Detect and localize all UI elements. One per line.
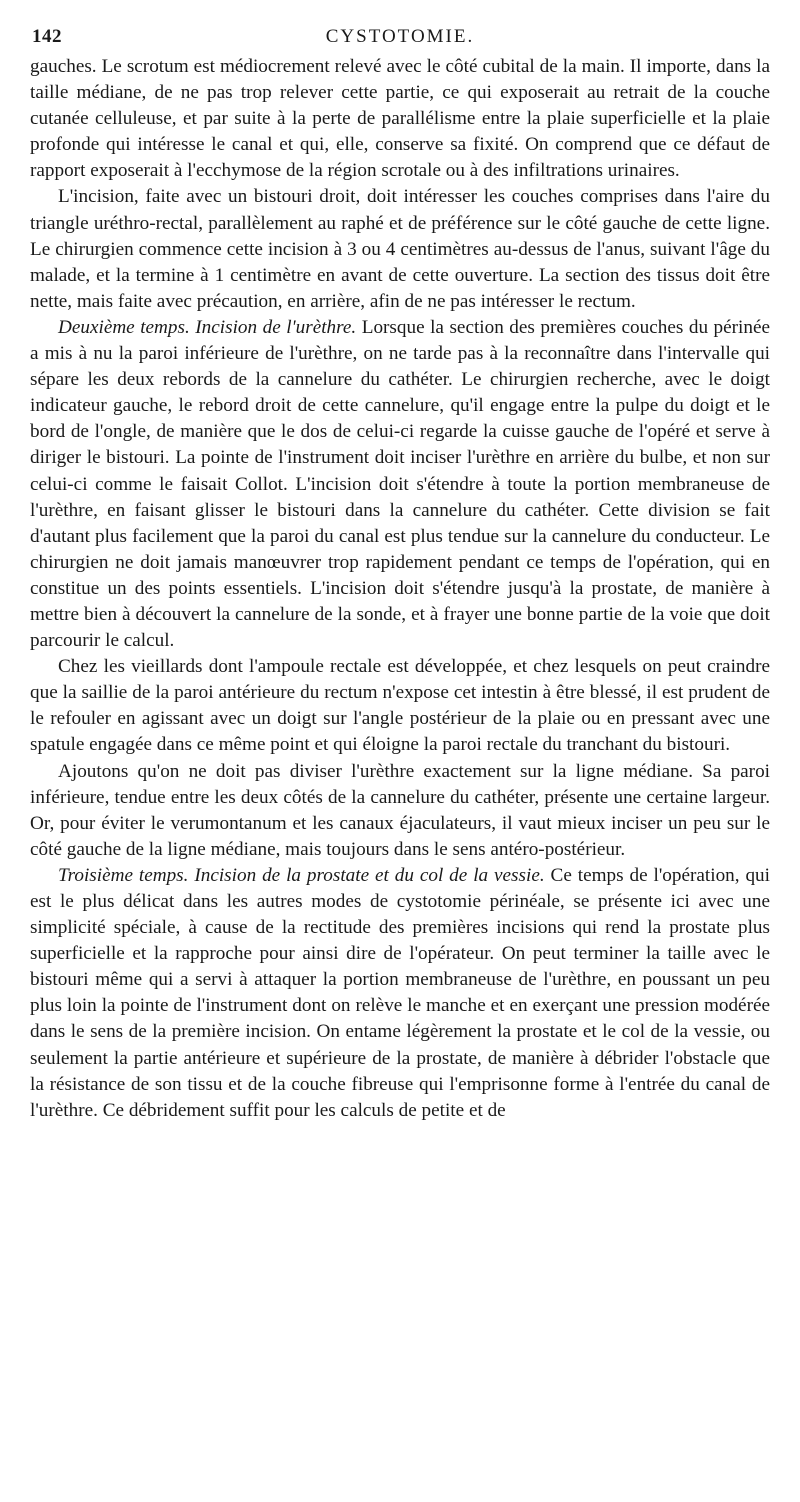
paragraph xyxy=(30,315,770,654)
running-title: CYSTOTOMIE. xyxy=(325,26,475,47)
paragraph-text: Ajoutons qu'on ne doit pas diviser l'urèthre exactement sur la ligne médiane. Sa paroi inférieure, tendue entre les deux côtés de la cannelure du cathéter, présente une certaine largeur. Or, pour éviter le verumontanum et les canaux éjaculateurs, il vaut mieux inciser un peu sur le côté gauche de la ligne médiane, mais toujours dans le sens antéro-postérieur. xyxy=(30,760,770,860)
paragraph-text: Chez les vieillards dont l'ampoule rectale est développée, et chez lesquels on peut craindre que la saillie de la paroi antérieure du rectum n'expose cet intestin à être blessé, il est prudent de le refouler en agissant avec un doigt sur l'angle postérieur de la plaie ou en pressant avec une spatule engagée dans ce même point et qui éloigne la paroi rectale du tranchant du bistouri. xyxy=(30,656,770,756)
page-number: 142 xyxy=(32,26,62,47)
paragraph-text: gauches. Le scrotum est médiocrement relevé avec le côté cubital de la main. Il importe, dans la taille médiane, de ne pas trop relever cette partie, ce qui exposerait au retrait de la couche cutanée celluleuse, et par suite à la perte de parallélisme entre la plaie superficielle et la plaie profonde qui intéresse le canal et qui, elle, conserve sa fixité. On comprend que ce défaut de rapport exposerait à l'ecchymose de la région scrotale ou à des infiltrations urinaires. xyxy=(30,56,770,182)
paragraph-text: L'incision, faite avec un bistouri droit, doit intéresser les couches comprises dans l'aire du triangle uréthro-rectal, parallèlement au raphé et de préférence sur le côté gauche de cette ligne. Le chirurgien commence cette incision à 3 ou 4 centimètres au-dessus de l'anus, suivant l'âge du malade, et la termine à 1 centimètre en avant de cette ouverture. La section des tissus doit être nette, mais faite avec précaution, en arrière, afin de ne pas intéresser le rectum. xyxy=(30,186,770,312)
paragraph xyxy=(30,54,770,184)
paragraph xyxy=(30,654,770,758)
body-text xyxy=(30,54,770,1124)
paragraph xyxy=(30,759,770,863)
page-header xyxy=(30,20,770,54)
paragraph-text: Ce temps de l'opération, qui est le plus délicat dans les autres modes de cystotomie périnéale, se présente ici avec une simplicité spéciale, à cause de la rectitude des premières incisions qui rend la prostate plus superficielle et la rapproche pour ainsi dire de l'opérateur. On peut terminer la taille avec le bistouri même qui a servi à attaquer la portion membraneuse de l'urèthre, en poussant un peu plus loin la pointe de l'instrument dont on relève le manche et en exerçant une pression modérée dans le sens de la première incision. On entame légèrement la prostate et le col de la vessie, ou seulement la partie antérieure et supérieure de la prostate, de manière à débrider l'obstacle que la résistance de son tissu et de la couche fibreuse qui l'emprisonne forme à l'entrée du canal de l'urèthre. Ce débridement suffit pour les calculs de petite et de xyxy=(30,864,770,1121)
paragraph xyxy=(30,863,770,1124)
page xyxy=(30,20,770,1124)
paragraph xyxy=(30,184,770,314)
paragraph-text: Lorsque la section des premières couches du périnée a mis à nu la paroi inférieure de l'urèthre, on ne tarde pas à la reconnaître dans l'intervalle qui sépare les deux rebords de la cannelure du cathéter. Le chirurgien recherche, avec le doigt indicateur gauche, le rebord droit de cette cannelure, qu'il engage entre la pulpe du doigt et le bord de l'ongle, de manière que le dos de celui-ci regarde la cuisse gauche de l'opéré et serve à diriger le bistouri. La pointe de l'instrument doit inciser l'urèthre en arrière du bulbe, et non sur celui-ci comme le faisait Collot. L'incision doit s'étendre à toute la portion membraneuse de l'urèthre, en faisant glisser le bistouri dans la cannelure du cathéter. Cette division se fait d'autant plus facilement que la paroi du canal est plus tendue sur la cannelure du conducteur. Le chirurgien ne doit jamais manœuvrer trop rapidement pendant ce temps de l'opération, qui en constitue un des points essentiels. L'incision doit s'étendre jusqu'à la prostate, de manière à mettre bien à découvert la cannelure de la sonde, et à frayer une bonne partie de la voie que doit parcourir le calcul. xyxy=(30,316,770,652)
section-heading: Deuxième temps. Incision de l'urèthre. xyxy=(58,316,357,338)
section-heading: Troisième temps. Incision de la prostate et du col de la vessie. xyxy=(58,864,545,886)
